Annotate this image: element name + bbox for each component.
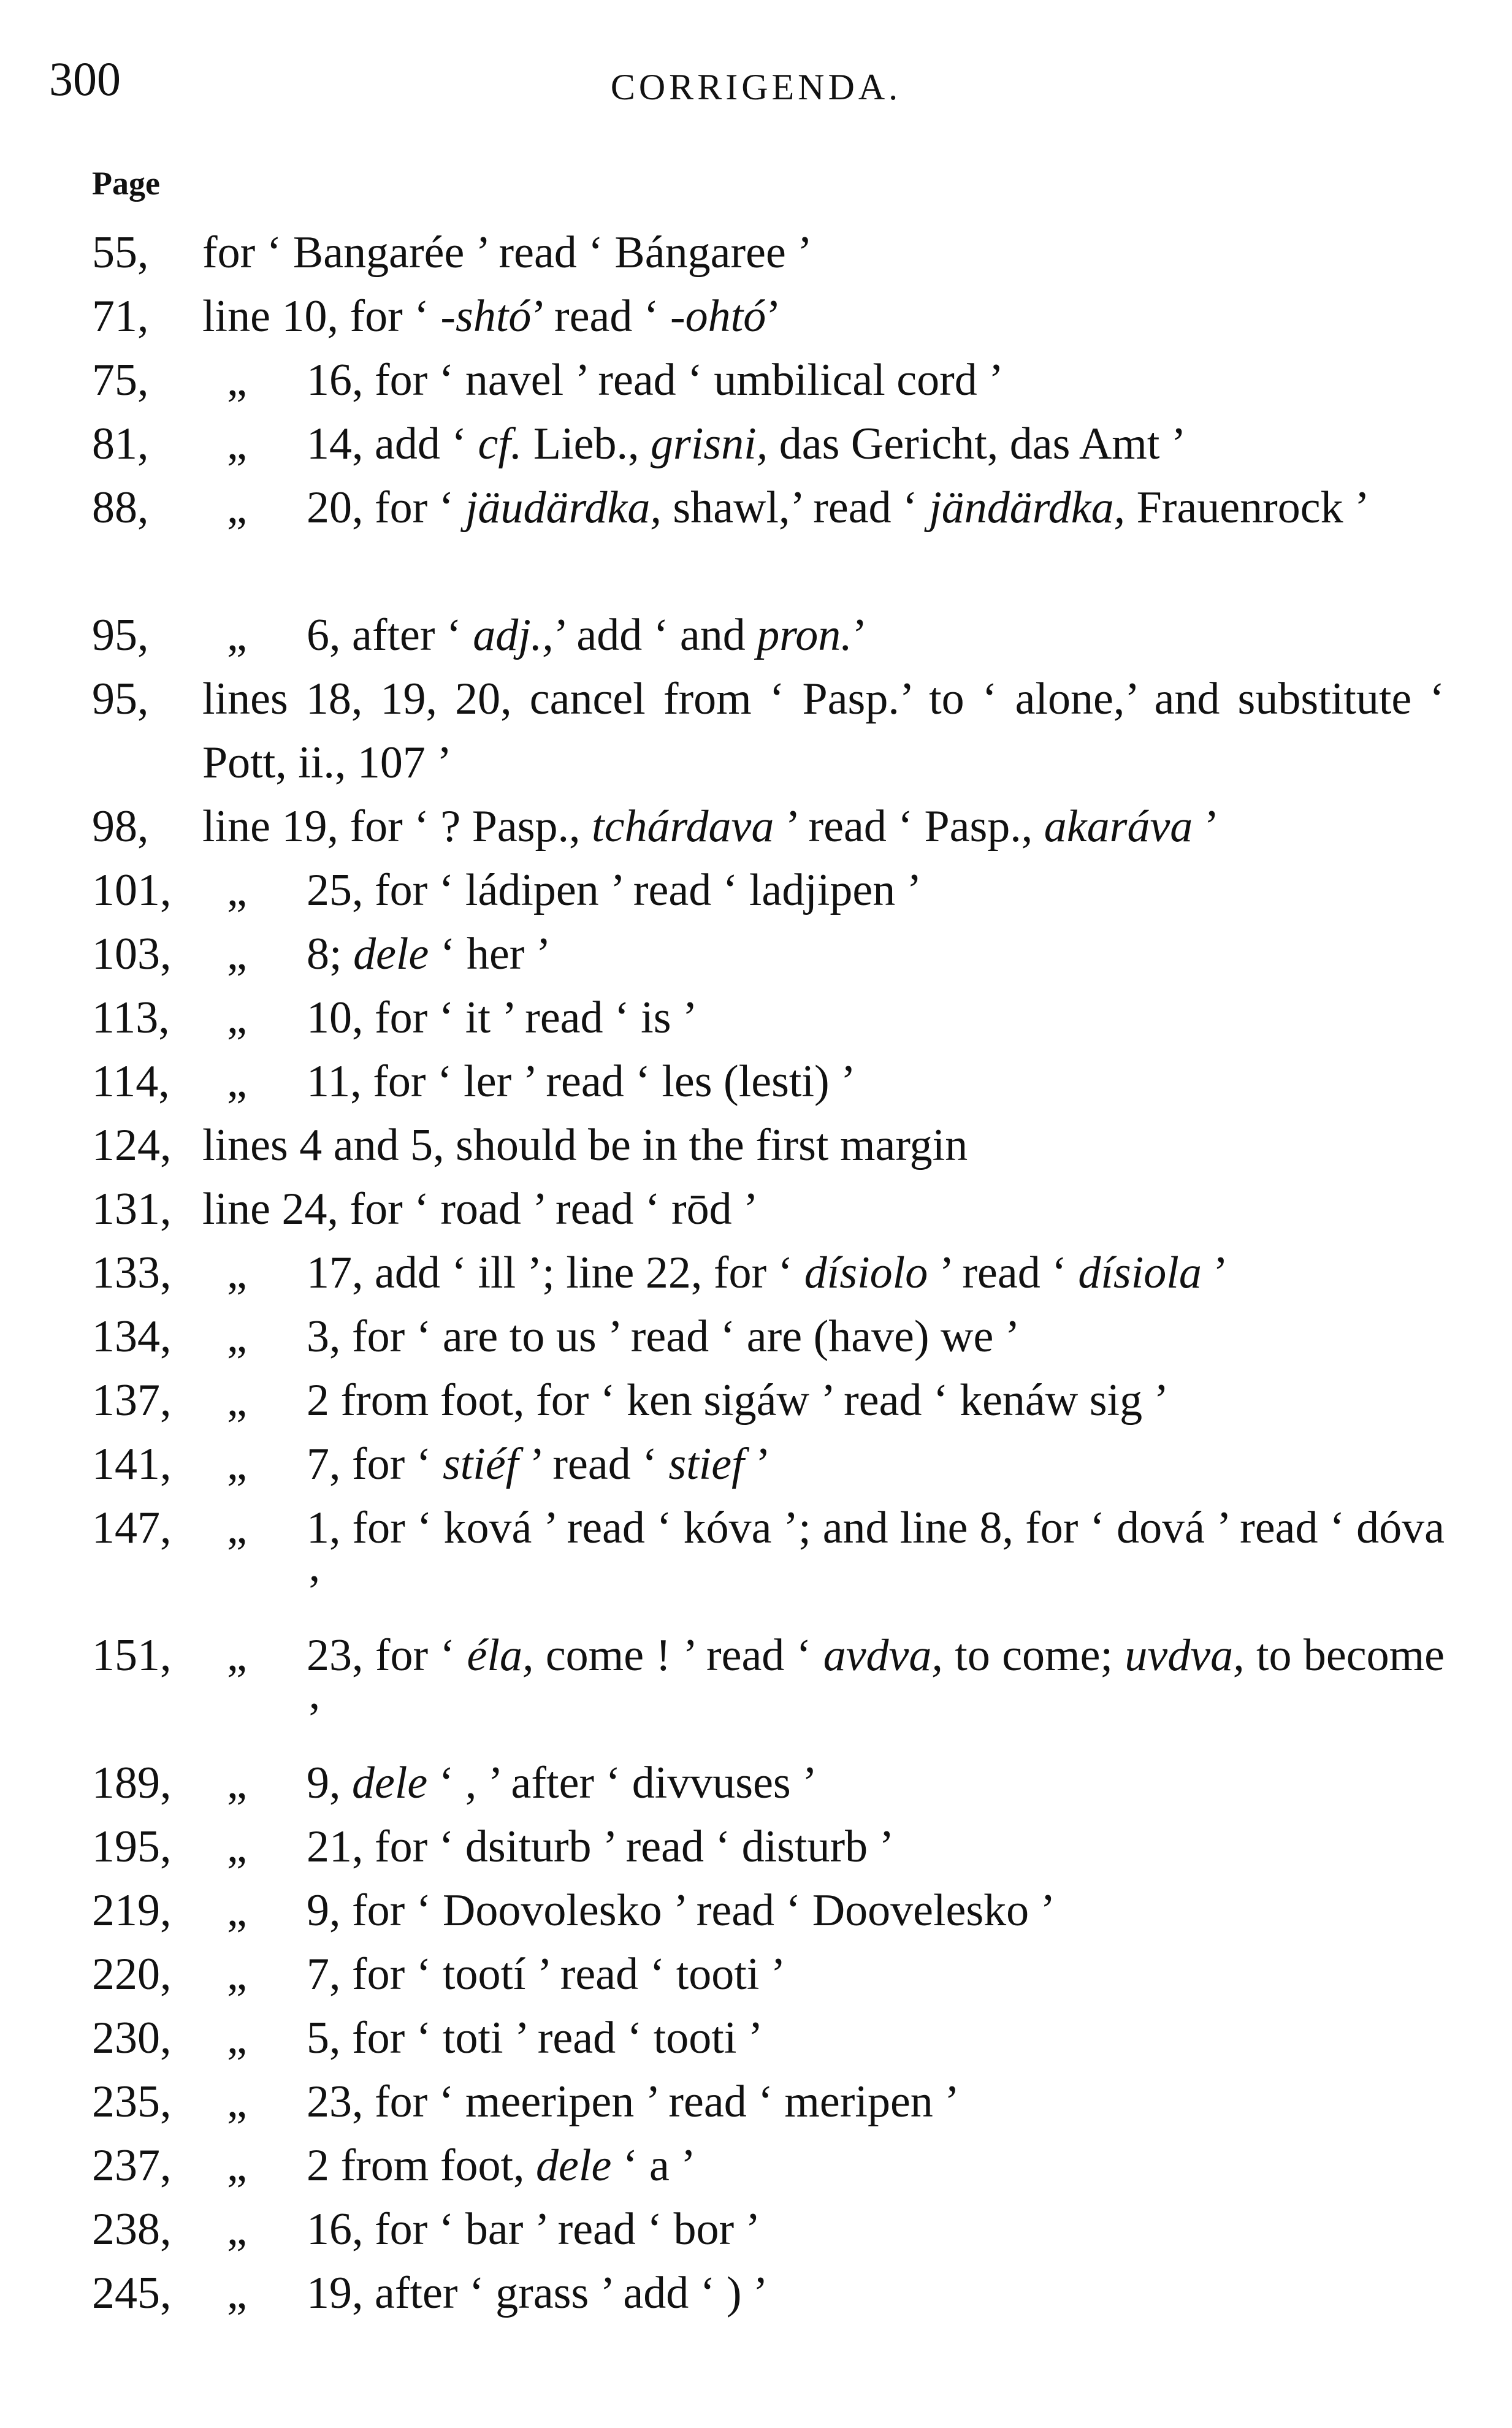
corrigendum-entry <box>0 1624 1512 1751</box>
italic-term: dele <box>536 2140 612 2191</box>
ditto-mark: „ <box>227 1375 247 1426</box>
entry-page-number: 88, <box>92 483 149 533</box>
text-run: ’ add ‘ and <box>553 610 757 660</box>
entry-page-number: 98, <box>92 801 149 852</box>
corrigendum-entry <box>0 2070 1512 2134</box>
entry-page-number: 147, <box>92 1503 172 1553</box>
text-run: to become ’ <box>307 1630 1445 1744</box>
entry-page-number: 189, <box>92 1758 172 1808</box>
entry-page-number: 151, <box>92 1630 172 1681</box>
entry-correction-text <box>202 221 1445 284</box>
ditto-mark: „ <box>227 1758 247 1808</box>
entry-page-number: 237, <box>92 2140 172 2191</box>
ditto-mark: „ <box>227 355 247 405</box>
entry-page-number: 113, <box>92 993 170 1043</box>
text-run: 25, for ‘ ládipen ’ read ‘ ladjipen ’ <box>307 865 922 915</box>
italic-term: stiéf <box>442 1439 519 1489</box>
entry-correction-text <box>307 1496 1445 1624</box>
entry-page-number: 81, <box>92 419 149 469</box>
corrigendum-entry <box>0 1432 1512 1496</box>
text-run: 16, for ‘ navel ’ read ‘ umbilical cord ’ <box>307 355 1004 405</box>
entry-page-number: 245, <box>92 2268 172 2318</box>
italic-term: pron. <box>757 610 852 660</box>
text-run: ‘ a ’ <box>611 2140 696 2191</box>
corrigendum-entry <box>0 858 1512 922</box>
italic-term: akaráva <box>1044 801 1193 852</box>
entry-correction-text <box>307 1624 1445 1751</box>
ditto-mark: „ <box>227 1885 247 1936</box>
entry-correction-text <box>307 1879 1445 1942</box>
corrigendum-entry <box>0 1879 1512 1942</box>
corrigendum-entry <box>0 603 1512 667</box>
text-run: 1, for ‘ ková ’ read ‘ kóva ’; and line 8, for ‘ dová ’ read ‘ dóva ’ <box>307 1503 1445 1617</box>
corrigendum-entry <box>0 986 1512 1050</box>
text-run: Frauenrock ’ <box>1125 483 1370 533</box>
ditto-mark: „ <box>227 1503 247 1553</box>
entry-correction-text <box>307 2261 1445 2325</box>
text-run: ’ read ‘ <box>518 1439 669 1489</box>
entry-correction-text <box>307 603 1445 667</box>
ditto-mark: „ <box>227 1630 247 1681</box>
entry-page-number: 141, <box>92 1439 172 1489</box>
text-run: 23, for ‘ meeripen ’ read ‘ meripen ’ <box>307 2077 960 2127</box>
text-run: line 19, for ‘ ? Pasp., <box>202 801 592 852</box>
corrigendum-entry <box>0 1942 1512 2006</box>
text-run: 7, for ‘ <box>307 1439 443 1489</box>
text-run: ‘ her ’ <box>429 929 551 979</box>
text-run: line 10, for ‘ <box>202 291 441 342</box>
entry-correction-text <box>307 476 1445 540</box>
entry-correction-text <box>307 1369 1445 1432</box>
corrigendum-entry <box>0 795 1512 858</box>
entry-correction-text <box>202 1177 1445 1241</box>
ditto-mark: „ <box>227 2204 247 2254</box>
text-run: lines 4 and 5, should be in the first margin <box>202 1120 968 1170</box>
text-run: ’ read ‘ <box>928 1248 1079 1298</box>
entry-page-number: 114, <box>92 1056 170 1107</box>
corrigendum-entry <box>0 667 1512 795</box>
entry-correction-text <box>307 2134 1445 2197</box>
ditto-mark: „ <box>227 993 247 1043</box>
italic-term: uvdva, <box>1124 1630 1245 1681</box>
entry-page-number: 95, <box>92 610 149 660</box>
text-run: 8; <box>307 929 354 979</box>
text-run: ’ <box>1201 1248 1229 1298</box>
ditto-mark: „ <box>227 1056 247 1107</box>
text-run: ’ read ‘ Pasp., <box>774 801 1044 852</box>
italic-term: éla, <box>467 1630 534 1681</box>
text-run: 2 from foot, for ‘ ken sigáw ’ read ‘ kenáw sig ’ <box>307 1375 1169 1426</box>
ditto-mark: „ <box>227 2268 247 2318</box>
text-run: 3, for ‘ are to us ’ read ‘ are (have) we ’ <box>307 1311 1020 1362</box>
italic-term: adj., <box>473 610 554 660</box>
text-run: ’ read ‘ <box>531 291 671 342</box>
entry-page-number: 101, <box>92 865 172 915</box>
entry-correction-text <box>307 1432 1445 1496</box>
entry-correction-text <box>307 1050 1445 1113</box>
corrigendum-entry <box>0 1751 1512 1815</box>
entry-page-number: 238, <box>92 2204 172 2254</box>
corrigendum-entry <box>0 2197 1512 2261</box>
italic-term: jändärdka, <box>929 483 1126 533</box>
italic-term: cf. <box>478 419 522 469</box>
text-run: 21, for ‘ dsiturb ’ read ‘ disturb ’ <box>307 1822 895 1872</box>
entry-correction-text <box>202 284 1445 348</box>
text-run: shawl,’ read ‘ <box>661 483 930 533</box>
entry-correction-text <box>202 1113 1445 1177</box>
italic-term: dísiola <box>1078 1248 1202 1298</box>
entry-page-number: 219, <box>92 1885 172 1936</box>
ditto-mark: „ <box>227 2013 247 2063</box>
page-header <box>0 0 1512 123</box>
text-run: 14, add ‘ <box>307 419 478 469</box>
ditto-mark: „ <box>227 865 247 915</box>
ditto-mark: „ <box>227 1822 247 1872</box>
ditto-mark: „ <box>227 2077 247 2127</box>
text-run: 11, for ‘ ler ’ read ‘ les (lesti) ’ <box>307 1056 856 1107</box>
text-run: 9, for ‘ Doovolesko ’ read ‘ Doovelesko ’ <box>307 1885 1056 1936</box>
entry-correction-text <box>307 922 1445 986</box>
text-run: ’ <box>744 1439 771 1489</box>
corrigendum-entry <box>0 2006 1512 2070</box>
ditto-mark: „ <box>227 483 247 533</box>
italic-term: dele <box>352 1758 428 1808</box>
running-title: CORRIGENDA. <box>610 67 902 107</box>
italic-term: grisni, <box>651 419 768 469</box>
text-run: 5, for ‘ toti ’ read ‘ tooti ’ <box>307 2013 763 2063</box>
corrigendum-entry <box>0 348 1512 412</box>
text-run: for ‘ Bangarée ’ read ‘ Bángaree ’ <box>202 227 812 278</box>
text-run: 10, for ‘ it ’ read ‘ is ’ <box>307 993 698 1043</box>
italic-term: -ohtó <box>670 291 766 342</box>
entry-page-number: 95, <box>92 674 149 724</box>
text-run: 2 from foot, <box>307 2140 536 2191</box>
entry-page-number: 230, <box>92 2013 172 2063</box>
italic-term: stief <box>668 1439 744 1489</box>
text-run: das Gericht, das Amt ’ <box>768 419 1186 469</box>
corrigendum-entry <box>0 1113 1512 1177</box>
corrigendum-entry <box>0 1496 1512 1624</box>
text-run: to come; <box>942 1630 1125 1681</box>
corrigendum-entry <box>0 1369 1512 1432</box>
ditto-mark: „ <box>227 1439 247 1489</box>
page-number: 300 <box>49 52 121 105</box>
corrigendum-entry <box>0 1815 1512 1879</box>
text-run: 19, after ‘ grass ’ add ‘ ) ’ <box>307 2268 768 2318</box>
corrigendum-entry <box>0 1177 1512 1241</box>
corrigendum-entry <box>0 284 1512 348</box>
text-run: lines 18, 19, 20, cancel from ‘ Pasp.’ to ‘ alone,’ and substitute ‘ Pott, ii., 107 ’ <box>202 674 1445 788</box>
entry-page-number: 195, <box>92 1822 172 1872</box>
entry-correction-text <box>307 348 1445 412</box>
corrigenda-list <box>0 221 1512 2325</box>
corrigendum-entry <box>0 922 1512 986</box>
corrigendum-entry <box>0 221 1512 284</box>
ditto-mark: „ <box>227 1248 247 1298</box>
entry-correction-text <box>307 1751 1445 1815</box>
italic-term: -shtó <box>440 291 532 342</box>
entry-correction-text <box>307 1815 1445 1879</box>
ditto-mark: „ <box>227 610 247 660</box>
ditto-mark: „ <box>227 1949 247 1999</box>
corrigendum-entry <box>0 476 1512 603</box>
text-run: 9, <box>307 1758 352 1808</box>
entry-page-number: 71, <box>92 291 149 342</box>
entry-correction-text <box>307 2070 1445 2134</box>
entry-page-number: 103, <box>92 929 172 979</box>
entry-page-number: 137, <box>92 1375 172 1426</box>
entry-page-number: 235, <box>92 2077 172 2127</box>
entry-page-number: 133, <box>92 1248 172 1298</box>
entry-page-number: 124, <box>92 1120 172 1170</box>
entry-page-number: 134, <box>92 1311 172 1362</box>
entry-correction-text <box>202 667 1445 795</box>
ditto-mark: „ <box>227 2140 247 2191</box>
text-run: 20, for ‘ <box>307 483 465 533</box>
text-run: 23, for ‘ <box>307 1630 467 1681</box>
text-run: come ! ’ read ‘ <box>533 1630 823 1681</box>
text-run: 6, after ‘ <box>307 610 473 660</box>
entry-page-number: 55, <box>92 227 149 278</box>
text-run: 17, add ‘ ill ’; line 22, for ‘ <box>307 1248 804 1298</box>
corrigendum-entry <box>0 412 1512 476</box>
text-run: ’ <box>766 291 781 342</box>
entry-correction-text <box>307 412 1445 476</box>
corrigendum-entry <box>0 2134 1512 2197</box>
text-run: ‘ , ’ after ‘ divvuses ’ <box>427 1758 817 1808</box>
italic-term: tchárdava <box>592 801 774 852</box>
text-run: ’ <box>1193 801 1220 852</box>
ditto-mark: „ <box>227 1311 247 1362</box>
entry-correction-text <box>307 2006 1445 2070</box>
text-run: line 24, for ‘ road ’ read ‘ rōd ’ <box>202 1184 758 1234</box>
entry-page-number: 131, <box>92 1184 172 1234</box>
page-column-label: Page <box>92 165 160 202</box>
corrigendum-entry <box>0 1305 1512 1369</box>
corrigendum-entry <box>0 2261 1512 2325</box>
corrigendum-entry <box>0 1050 1512 1113</box>
entry-correction-text <box>307 2197 1445 2261</box>
entry-page-number: 220, <box>92 1949 172 1999</box>
italic-term: jäudärdka, <box>465 483 662 533</box>
italic-term: dísiolo <box>804 1248 928 1298</box>
text-run: Lieb., <box>522 419 651 469</box>
ditto-mark: „ <box>227 419 247 469</box>
text-run: ’ <box>852 610 868 660</box>
entry-correction-text <box>307 1241 1445 1305</box>
entry-correction-text <box>307 986 1445 1050</box>
italic-term: avdva, <box>823 1630 943 1681</box>
italic-term: dele <box>353 929 429 979</box>
entry-correction-text <box>307 1305 1445 1369</box>
entry-page-number: 75, <box>92 355 149 405</box>
ditto-mark: „ <box>227 929 247 979</box>
corrigendum-entry <box>0 1241 1512 1305</box>
entry-correction-text <box>307 1942 1445 2006</box>
entry-correction-text <box>202 795 1445 858</box>
text-run: 16, for ‘ bar ’ read ‘ bor ’ <box>307 2204 761 2254</box>
entry-correction-text <box>307 858 1445 922</box>
text-run: 7, for ‘ tootí ’ read ‘ tooti ’ <box>307 1949 786 1999</box>
